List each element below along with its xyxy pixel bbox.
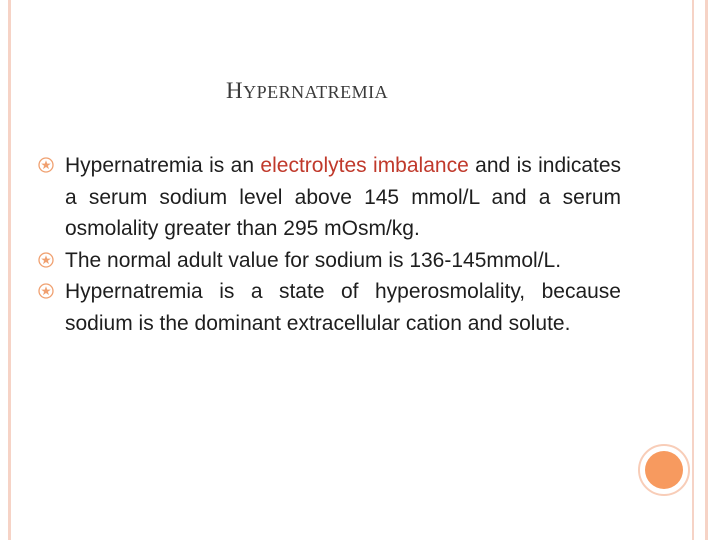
- bullet-3-text: Hypernatremia is a state of hyperosmolality, because sodium is the dominant extracellular cation and solute.: [65, 280, 621, 335]
- star-in-circle-icon: [38, 157, 54, 173]
- bullet-item-1: [41, 150, 621, 245]
- star-in-circle-icon: [38, 252, 54, 268]
- bullet-1-text-before: Hypernatremia is an: [65, 154, 261, 177]
- title-rest: YPERNATREMIA: [243, 82, 389, 102]
- bullet-list: [41, 150, 621, 339]
- slide-title: [226, 78, 388, 104]
- decorative-circle: [638, 444, 690, 496]
- bullet-1-highlight: electrolytes imbalance: [260, 154, 469, 177]
- title-initial: H: [226, 78, 244, 103]
- slide-frame-left-line: [8, 0, 11, 540]
- slide-frame-right-outer-line: [705, 0, 708, 540]
- bullet-item-2: [41, 245, 621, 277]
- bullet-1-text-after: and is indicates a serum sodium level above 145 mmol/L and a serum osmolality greater than 295 mOsm/kg.: [65, 154, 622, 240]
- bullet-item-3: [41, 276, 621, 339]
- star-in-circle-icon: [38, 283, 54, 299]
- slide-frame-right-inner-line: [692, 0, 694, 540]
- bullet-2-text: The normal adult value for sodium is 136-145mmol/L.: [65, 248, 562, 272]
